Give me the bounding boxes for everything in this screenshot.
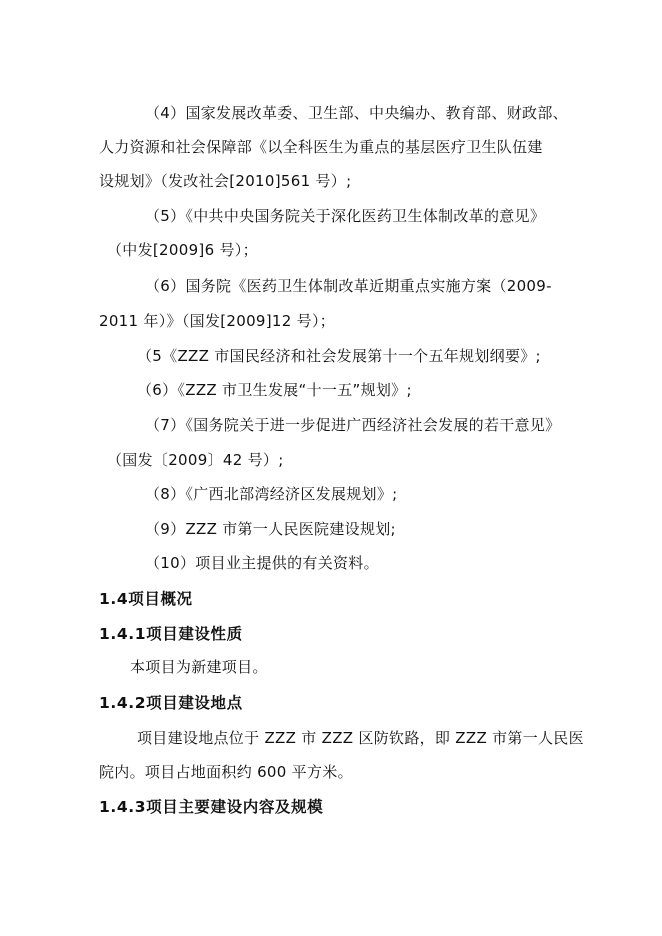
reference-line: 人力资源和社会保障部《以全科医生为重点的基层医疗卫生队伍建 xyxy=(99,138,543,156)
subsection-heading: 1.4.2项目建设地点 xyxy=(99,694,243,712)
paragraph-line: 院内。项目占地面积约 600 平方米。 xyxy=(99,763,353,781)
subsection-heading: 1.4.3项目主要建设内容及规模 xyxy=(99,798,324,816)
reference-line: （10）项目业主提供的有关资料。 xyxy=(145,554,379,572)
reference-line: （6）国务院《医药卫生体制改革近期重点实施方案（2009- xyxy=(145,277,552,295)
reference-line: （9）ZZZ 市第一人民医院建设规划; xyxy=(145,520,396,538)
section-heading: 1.4项目概况 xyxy=(99,590,193,608)
reference-line: （5《ZZZ 市国民经济和社会发展第十一个五年规划纲要》; xyxy=(137,347,541,365)
reference-line: （4）国家发展改革委、卫生部、中央编办、教育部、财政部、 xyxy=(145,104,568,122)
subsection-heading: 1.4.1项目建设性质 xyxy=(99,625,243,643)
paragraph-line: 项目建设地点位于 ZZZ 市 ZZZ 区防钦路，即 ZZZ 市第一人民医 xyxy=(137,729,584,747)
reference-line: （6）《ZZZ 市卫生发展“十一五”规划》; xyxy=(137,381,412,399)
reference-line: 设规划》（发改社会[2010]561 号）; xyxy=(99,172,352,190)
reference-line: （7）《国务院关于进一步促进广西经济社会发展的若干意见》 xyxy=(145,416,561,434)
reference-line: （中发[2009]6 号）； xyxy=(107,241,258,259)
reference-line: （8）《广西北部湾经济区发展规划》; xyxy=(145,485,398,503)
reference-line: （国发〔2009〕42 号）; xyxy=(107,451,284,469)
reference-line: （5）《中共中央国务院关于深化医药卫生体制改革的意见》 xyxy=(145,207,546,225)
reference-line: 2011 年）》（国发[2009]12 号）； xyxy=(99,312,336,330)
paragraph-line: 本项目为新建项目。 xyxy=(130,658,268,676)
